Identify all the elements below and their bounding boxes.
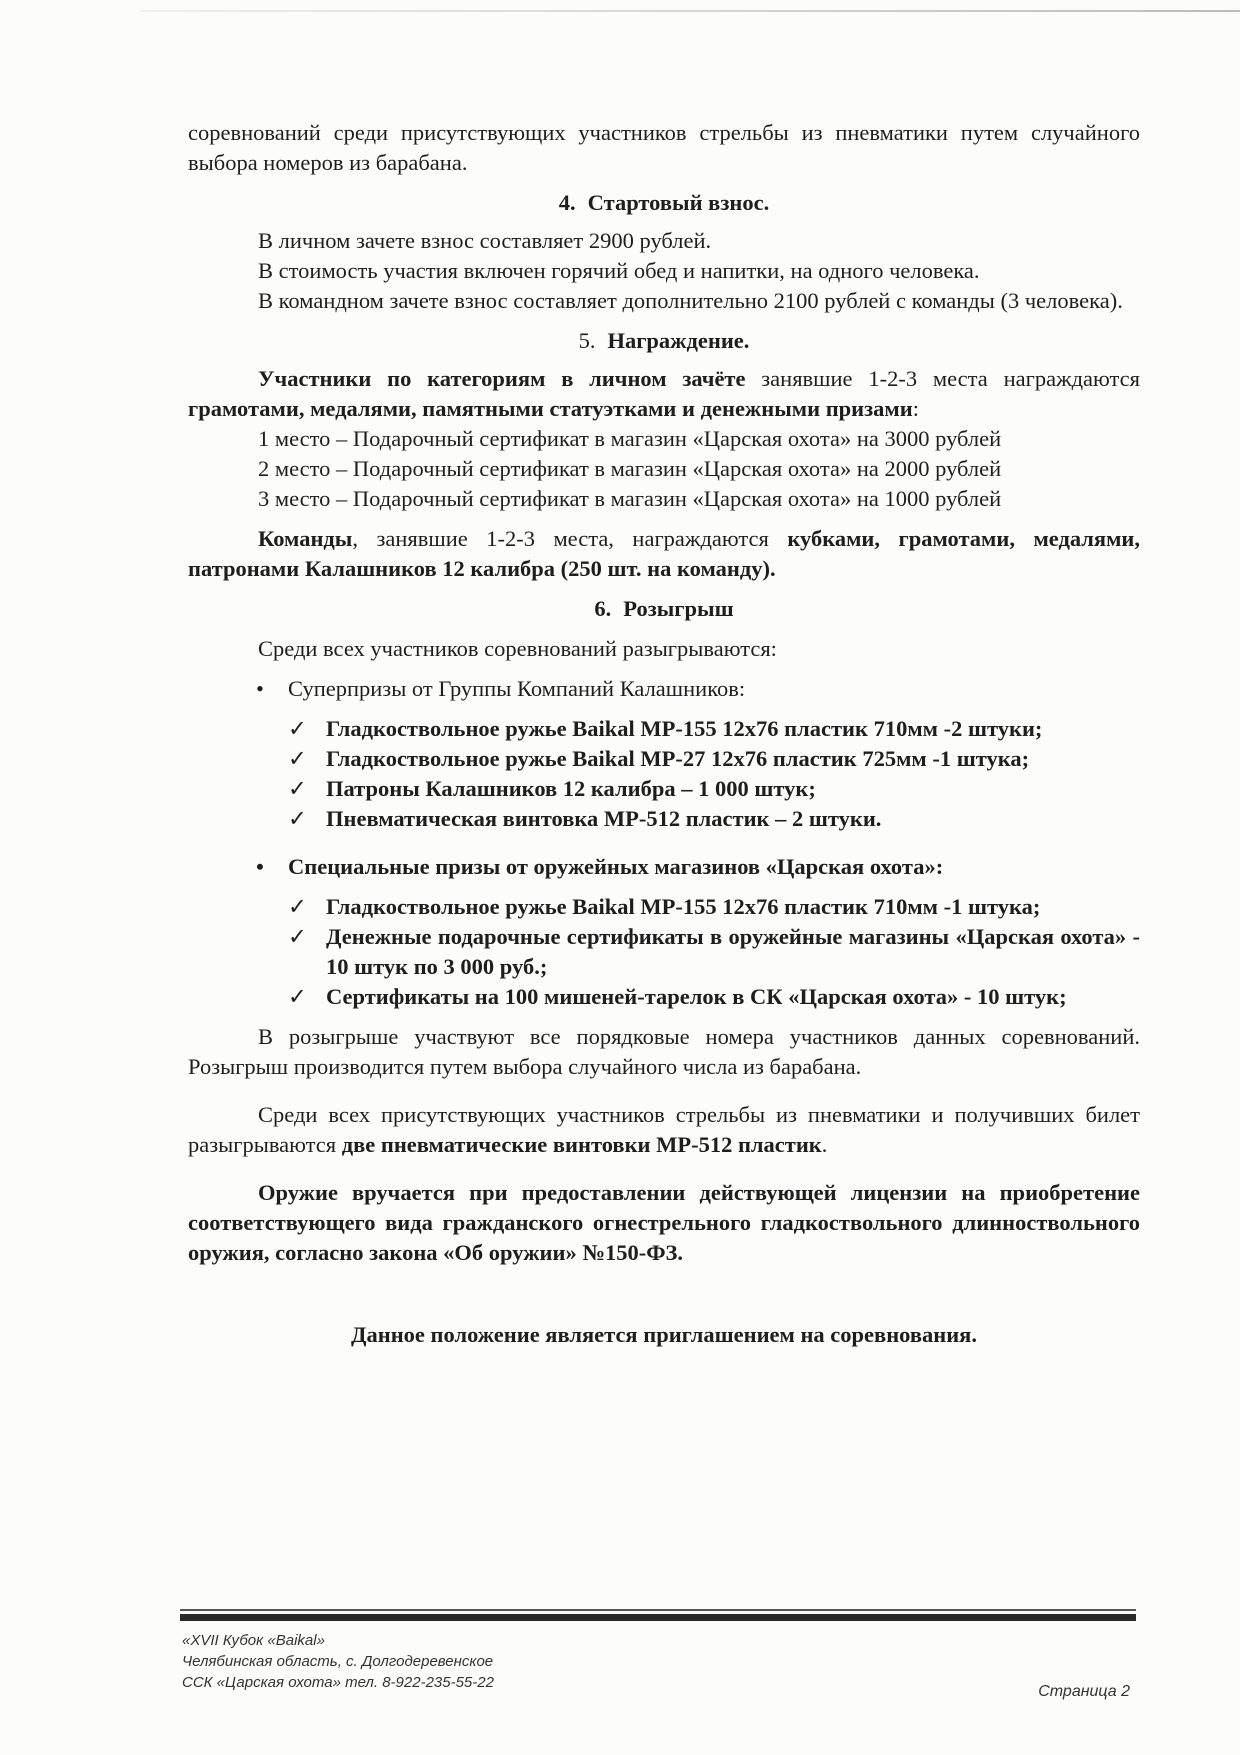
page-top-edge	[140, 10, 1240, 12]
superprize-item: ✓ Пневматическая винтовка MP-512 пластик – 2 штуки.	[188, 804, 1140, 834]
section-5-p1-bold-b: грамотами, медалями, памятными статуэтками и денежными призами	[188, 396, 913, 421]
checkmark-icon: ✓	[288, 776, 307, 801]
section-6-intro: Среди всех участников соревнований разыгрываются:	[258, 636, 777, 661]
special-prize-item: ✓ Сертификаты на 100 мишеней-тарелок в СК «Царская охота» - 10 штук;	[188, 982, 1140, 1012]
section-5-heading	[188, 326, 1140, 356]
bullet-icon: •	[256, 676, 264, 701]
place-3: 3 место – Подарочный сертификат в магазин «Царская охота» на 1000 рублей	[258, 486, 1002, 511]
pneumatic-prize: две пневматические винтовки MP-512 пластик	[341, 1132, 822, 1157]
checkmark-icon: ✓	[288, 746, 307, 771]
checkmark-icon: ✓	[288, 924, 307, 949]
place-2: 2 место – Подарочный сертификат в магазин «Царская охота» на 2000 рублей	[258, 456, 1002, 481]
section-5-p2	[188, 524, 1140, 584]
footer-contact: ССК «Царская охота» тел. 8-922-235-55-22	[182, 1674, 494, 1691]
section-5-number: 5.	[578, 328, 596, 353]
draw-paragraph: В розыгрыше участвуют все порядковые номера участников данных соревнований. Розыгрыш производится путем выбора случайного числа из барабана.	[188, 1024, 1140, 1079]
bullet-superprizes-label: Суперпризы от Группы Компаний Калашников:	[288, 676, 746, 701]
section-5-p2-bold-b: кубками, грамотами, медалями, патронами Калашников 12 калибра (250 шт. на команду).	[188, 526, 1140, 581]
section-5-title: Награждение.	[607, 328, 750, 353]
invitation-note: Данное положение является приглашением на соревнования.	[351, 1322, 977, 1347]
footer-address: Челябинская область, с. Долгодеревенское	[182, 1653, 494, 1670]
document-body	[188, 118, 1140, 1358]
pneumatic-paragraph: Среди всех присутствующих участников стрельбы из пневматики и получивших билет разыгрываются две пневматические винтовки MP-512 пластик.	[188, 1102, 1140, 1157]
intro-paragraph: соревнований среди присутствующих участников стрельбы из пневматики путем случайного выбора номеров из барабана.	[188, 120, 1140, 175]
checkmark-icon: ✓	[288, 716, 307, 741]
superprize-item: ✓ Гладкоствольное ружье Baikal MP-155 12х76 пластик 710мм -2 штуки;	[188, 714, 1140, 744]
special-prize-item: ✓ Гладкоствольное ружье Baikal MP-155 12х76 пластик 710мм -1 штука;	[188, 892, 1140, 922]
bullet-icon: •	[256, 854, 264, 879]
superprize-item: ✓ Патроны Калашников 12 калибра – 1 000 штук;	[188, 774, 1140, 804]
section-6-heading	[188, 594, 1140, 624]
section-5-p1-end: :	[912, 396, 919, 421]
section-4-p2: В стоимость участия включен горячий обед и напитки, на одного человека.	[258, 258, 980, 283]
section-5-p2-normal: , занявшие 1-2-3 места, награждаются	[352, 526, 788, 551]
checkmark-icon: ✓	[288, 984, 307, 1009]
section-4-heading	[188, 188, 1140, 218]
section-5-p2-bold-a: Команды	[258, 526, 353, 551]
special-prize-item: ✓ Денежные подарочные сертификаты в оружейные магазины «Царская охота» - 10 штук по 3 000 руб.;	[288, 924, 1140, 979]
section-4-title: Стартовый взнос.	[587, 190, 770, 215]
section-5-p1-bold-a: Участники по категориям в личном зачёте	[258, 366, 746, 391]
superprize-item: ✓ Гладкоствольное ружье Baikal MP-27 12х76 пластик 725мм -1 штука;	[188, 744, 1140, 774]
bullet-special-prizes	[188, 852, 1140, 882]
special-prizes-list	[188, 892, 1140, 1012]
section-5-p1	[188, 364, 1140, 424]
section-4-p3: В командном зачете взнос составляет дополнительно 2100 рублей с команды (3 человека).	[258, 288, 1123, 313]
section-6-number: 6.	[594, 596, 612, 621]
superprizes-list	[188, 714, 1140, 834]
section-6-title: Розыгрыш	[623, 596, 734, 621]
footer-divider	[180, 1614, 1136, 1621]
section-4-number: 4.	[558, 190, 576, 215]
weapon-license-paragraph: Оружие вручается при предоставлении действующей лицензии на приобретение соответствующего вида гражданского огнестрельного гладкоствольного длинноствольного оружия, согласно закона «Об оружии» №150-ФЗ.	[188, 1180, 1140, 1265]
footer-event-name: «XVII Кубок «Baikal»	[182, 1632, 325, 1649]
checkmark-icon: ✓	[288, 894, 307, 919]
checkmark-icon: ✓	[288, 806, 307, 831]
bullet-superprizes	[188, 674, 1140, 704]
section-4-p1: В личном зачете взнос составляет 2900 рублей.	[258, 228, 712, 253]
footer	[182, 1630, 1134, 1693]
page-number: Страница 2	[1038, 1683, 1130, 1700]
section-5-p1-normal: занявшие 1-2-3 места награждаются	[745, 366, 1140, 391]
footer-divider-thin	[180, 1609, 1136, 1611]
place-1: 1 место – Подарочный сертификат в магазин «Царская охота» на 3000 рублей	[258, 426, 1002, 451]
bullet-special-prizes-label: Специальные призы от оружейных магазинов «Царская охота»:	[288, 854, 944, 879]
